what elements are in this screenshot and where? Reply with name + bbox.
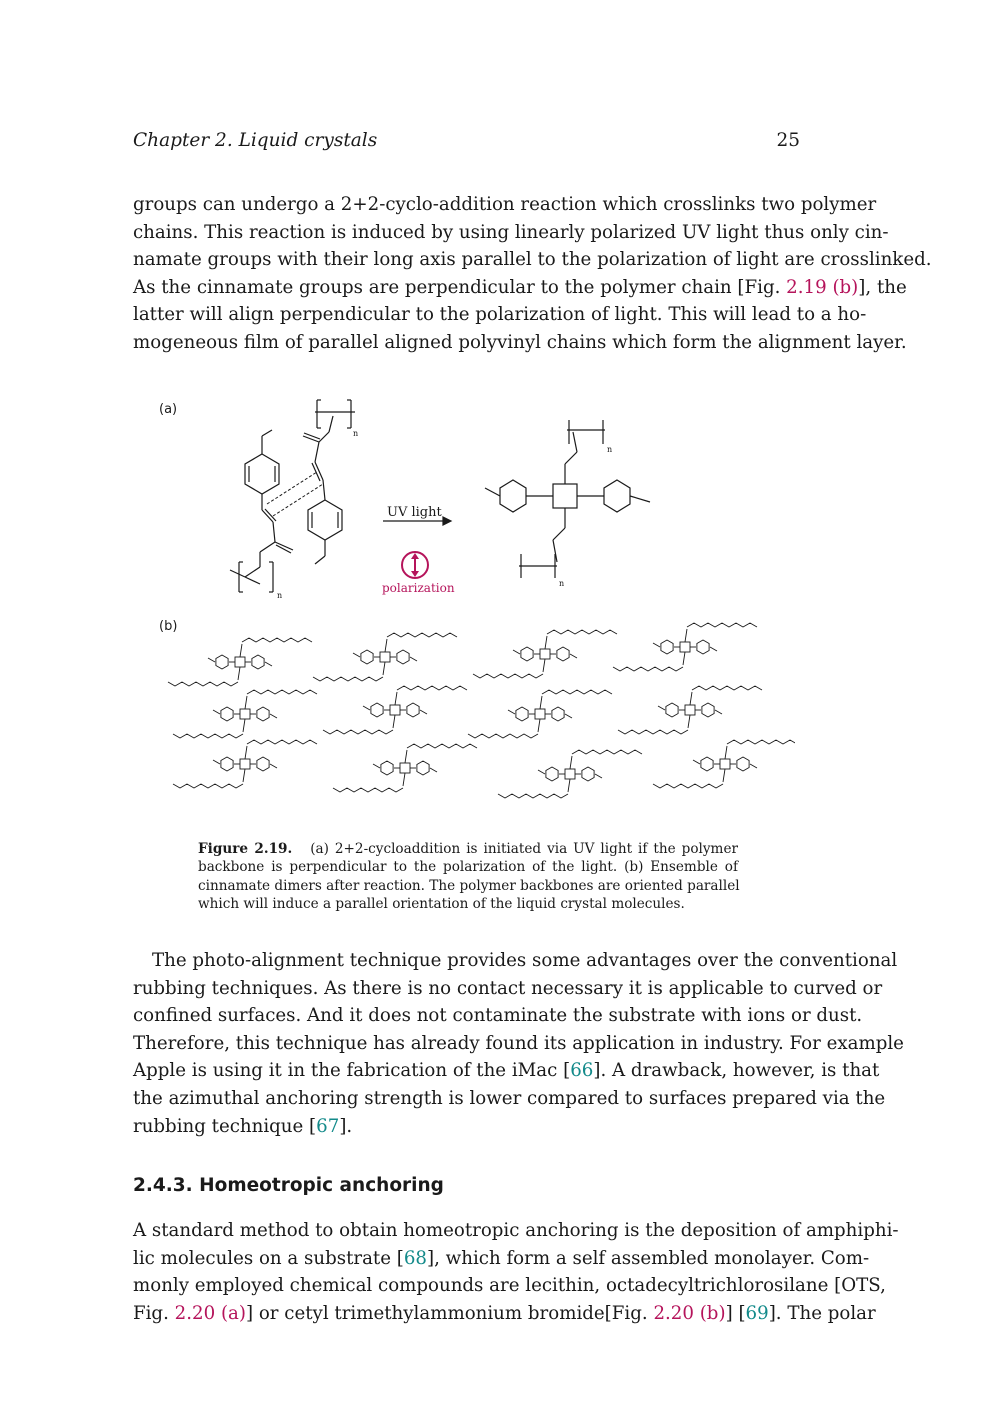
dimer-stroke [400, 763, 410, 773]
citation-link[interactable]: 67 [316, 1115, 340, 1137]
molecule-reactant [230, 400, 355, 592]
dimer-stroke [570, 756, 572, 769]
text-line: rubbing techniques. As there is no contact necessary it is applicable to curved or [133, 977, 883, 999]
dimer-stroke [221, 707, 233, 721]
dimer-stroke [498, 794, 568, 798]
dimer-stroke [257, 707, 269, 721]
dimer-stroke [692, 686, 762, 690]
dimer-stroke [595, 774, 602, 778]
dimer-stroke [697, 640, 709, 654]
text-fragment: As the cinnamate groups are perpendicular to the polymer chain [Fig. [133, 276, 781, 298]
dimer-stroke [582, 767, 594, 781]
dimer-stroke [247, 690, 317, 694]
text-line [133, 1057, 880, 1085]
dimer-stroke [535, 709, 545, 719]
paragraph-photo-alignment [133, 947, 904, 1140]
figure-2-19 [155, 392, 795, 822]
dimer-stroke [173, 734, 243, 738]
dimer-stroke [221, 757, 233, 771]
dimer-stroke [661, 640, 673, 654]
dimer-stroke [430, 768, 437, 772]
figure-caption [198, 840, 738, 914]
text-fragment: Fig. [133, 1302, 169, 1324]
dimer-stroke [727, 740, 795, 744]
dimer-stroke [516, 707, 528, 721]
dimer-stroke [240, 759, 250, 769]
dimer-stroke [658, 706, 665, 710]
dimer-stroke [568, 779, 570, 792]
text-line [133, 274, 907, 302]
dimer-stroke [235, 657, 245, 667]
text-line: The photo-alignment technique provides some advantages over the conventional [152, 950, 898, 971]
dimer-stroke [407, 703, 419, 717]
caption-line [198, 840, 738, 858]
text-fragment: ]. [339, 1115, 353, 1137]
molecule-product [485, 432, 650, 562]
text-fragment: lic molecules on a substrate [ [133, 1247, 404, 1269]
dimer-stroke [540, 696, 542, 709]
dimer-stroke [265, 662, 272, 666]
dimer-stroke [685, 705, 695, 715]
subscript-n: n [277, 591, 283, 600]
text-line: groups can undergo a 2+2-cyclo-addition reaction which crosslinks two polymer [133, 194, 877, 215]
dimer-stroke [680, 642, 690, 652]
dimer-stroke [468, 734, 538, 738]
dimer-stroke [390, 705, 400, 715]
dimer-stroke [245, 746, 247, 759]
dimer-stroke [168, 682, 238, 686]
dimer-stroke [720, 759, 730, 769]
dimer-stroke [395, 692, 397, 705]
dimer-stroke [653, 643, 660, 647]
text-line [133, 1113, 800, 1141]
dimer-stroke [257, 757, 269, 771]
dimer-stroke [710, 647, 717, 651]
dimer-stroke [323, 730, 393, 734]
dimer-stroke [405, 750, 407, 763]
dimer-stroke [618, 730, 688, 734]
dimer-stroke [538, 719, 540, 732]
figure-link[interactable]: 2.20 (b) [653, 1302, 726, 1324]
paragraph-cinnamate [133, 191, 932, 357]
dimer-stroke [688, 715, 690, 728]
text-fragment: ] [ [725, 1302, 746, 1324]
dimer-stroke [403, 773, 405, 786]
text-line: A standard method to obtain homeotropic anchoring is the deposition of amphiphi- [133, 1220, 899, 1241]
text-fragment: Apple is using it in the fabrication of the iMac [ [133, 1060, 571, 1082]
dimer-stroke [557, 647, 569, 661]
dimer-stroke [750, 764, 757, 768]
dimer-stroke [252, 655, 264, 669]
text-line: chains. This reaction is induced by using linearly polarized UV light thus only cin- [133, 221, 889, 243]
dimer-stroke [565, 769, 575, 779]
dimer-stroke [216, 655, 228, 669]
dimer-stroke [397, 650, 409, 664]
dimer-stroke [538, 770, 545, 774]
dimer-stroke [693, 760, 700, 764]
subscript-n: n [607, 445, 613, 454]
dimer-stroke [213, 710, 220, 714]
dimer-stroke [701, 757, 713, 771]
citation-link[interactable]: 68 [403, 1247, 428, 1269]
subscript-n: n [559, 579, 565, 588]
dimer-stroke [238, 667, 240, 680]
polarization-icon [402, 552, 428, 578]
dimer-stroke [373, 764, 380, 768]
dimer-stroke [381, 761, 393, 775]
dimer-stroke [240, 644, 242, 657]
reaction-diagram [155, 392, 795, 822]
text-fragment: ], which form a self assembled monolayer. Com- [427, 1247, 870, 1269]
polarization-label: polarization [382, 581, 455, 595]
dimer-stroke [173, 784, 243, 788]
dimer-stroke [666, 703, 678, 717]
figure-number: Figure 2.19. [198, 841, 293, 857]
running-header [133, 130, 800, 158]
panel-b-label: (b) [159, 619, 178, 634]
dimer-stroke [473, 674, 543, 678]
text-line [133, 1245, 870, 1273]
dimer-stroke [243, 769, 245, 782]
dimer-stroke [542, 690, 612, 694]
figure-link[interactable]: 2.20 (a) [174, 1302, 246, 1324]
dimer-stroke [545, 636, 547, 649]
text-line: namate groups with their long axis parallel to the polarization of light are crosslinked. [133, 249, 932, 271]
caption-line: which will induce a parallel orientation of the liquid crystal molecules. [198, 896, 685, 913]
text-line: monly employed chemical compounds are lecithin, octadecyltrichlorosilane [OTS, [133, 1275, 886, 1297]
dimer-stroke [410, 657, 417, 661]
dimer-stroke [333, 788, 403, 792]
dimer-stroke [552, 707, 564, 721]
dimer-stroke [683, 652, 685, 665]
panel-a-label: (a) [159, 402, 178, 417]
section-heading: 2.4.3. Homeotropic anchoring [133, 1175, 444, 1196]
dimer-stroke [387, 633, 457, 637]
dimer-stroke [243, 719, 245, 732]
dimer-stroke [397, 686, 467, 690]
dimer-stroke [417, 761, 429, 775]
dimer-stroke [407, 744, 477, 748]
figure-link[interactable]: 2.19 (b) [786, 276, 859, 298]
dimer-stroke [213, 760, 220, 764]
dimer-stroke [543, 659, 545, 672]
chapter-title: Chapter 2. Liquid crystals [133, 130, 378, 151]
dimer-stroke [420, 710, 427, 714]
text-line: confined surfaces. And it does not contaminate the substrate with ions or dust. [133, 1005, 863, 1027]
text-line: latter will align perpendicular to the polarization of light. This will lead to a ho- [133, 304, 867, 326]
dimer-stroke [702, 703, 714, 717]
text-fragment: ], the [858, 276, 907, 298]
dimer-stroke [270, 764, 277, 768]
dimer-stroke [313, 677, 383, 681]
paragraph-homeotropic [133, 1217, 899, 1327]
dimer-ensemble [168, 623, 795, 798]
dimer-stroke [565, 714, 572, 718]
dimer-stroke [540, 649, 550, 659]
dimer-stroke [547, 630, 617, 634]
dimer-stroke [653, 784, 723, 788]
dimer-stroke [240, 709, 250, 719]
dimer-stroke [247, 740, 317, 744]
text-fragment: ]. The polar [768, 1302, 876, 1324]
dimer-stroke [371, 703, 383, 717]
dimer-stroke [363, 706, 370, 710]
dimer-stroke [513, 650, 520, 654]
dimer-stroke [687, 623, 757, 627]
citation-link[interactable]: 69 [745, 1302, 769, 1324]
dimer-stroke [715, 710, 722, 714]
text-line: Therefore, this technique has already found its application in industry. For example [133, 1032, 904, 1054]
dimer-stroke [508, 710, 515, 714]
uv-light-label: UV light [387, 505, 442, 520]
dimer-stroke [270, 714, 277, 718]
dimer-stroke [725, 746, 727, 759]
subscript-n: n [353, 429, 359, 438]
dimer-stroke [393, 715, 395, 728]
dimer-stroke [690, 692, 692, 705]
product-backbone-bottom [519, 554, 557, 578]
dimer-stroke [208, 658, 215, 662]
text-line: the azimuthal anchoring strength is lower compared to surfaces prepared via the [133, 1087, 886, 1109]
dimer-stroke [737, 757, 749, 771]
dimer-stroke [383, 662, 385, 675]
dimer-stroke [380, 652, 390, 662]
caption-fragment: (a) 2+2-cycloaddition is initiated via UV light if the polymer [310, 841, 738, 857]
caption-line: cinnamate dimers after reaction. The polymer backbones are oriented parallel [198, 877, 740, 894]
dimer-stroke [572, 750, 642, 754]
dimer-stroke [361, 650, 373, 664]
citation-link[interactable]: 66 [570, 1060, 594, 1082]
text-fragment: rubbing technique [ [133, 1115, 317, 1137]
dimer-stroke [245, 696, 247, 709]
dimer-stroke [546, 767, 558, 781]
dimer-stroke [521, 647, 533, 661]
dimer-stroke [385, 639, 387, 652]
dimer-stroke [242, 638, 312, 642]
page-number: 25 [776, 130, 800, 151]
caption-line: backbone is perpendicular to the polarization of the light. (b) Ensemble of [198, 859, 738, 876]
product-backbone-top [567, 420, 605, 444]
dimer-stroke [685, 629, 687, 642]
dimer-stroke [353, 653, 360, 657]
text-line [133, 1300, 876, 1328]
dimer-stroke [613, 667, 683, 671]
text-line: mogeneous film of parallel aligned polyvinyl chains which form the alignment layer. [133, 331, 907, 353]
text-fragment: ]. A drawback, however, is that [593, 1060, 880, 1082]
dimer-stroke [723, 769, 725, 782]
dimer-stroke [570, 654, 577, 658]
text-fragment: ] or cetyl trimethylammonium bromide[Fig. [245, 1302, 648, 1324]
